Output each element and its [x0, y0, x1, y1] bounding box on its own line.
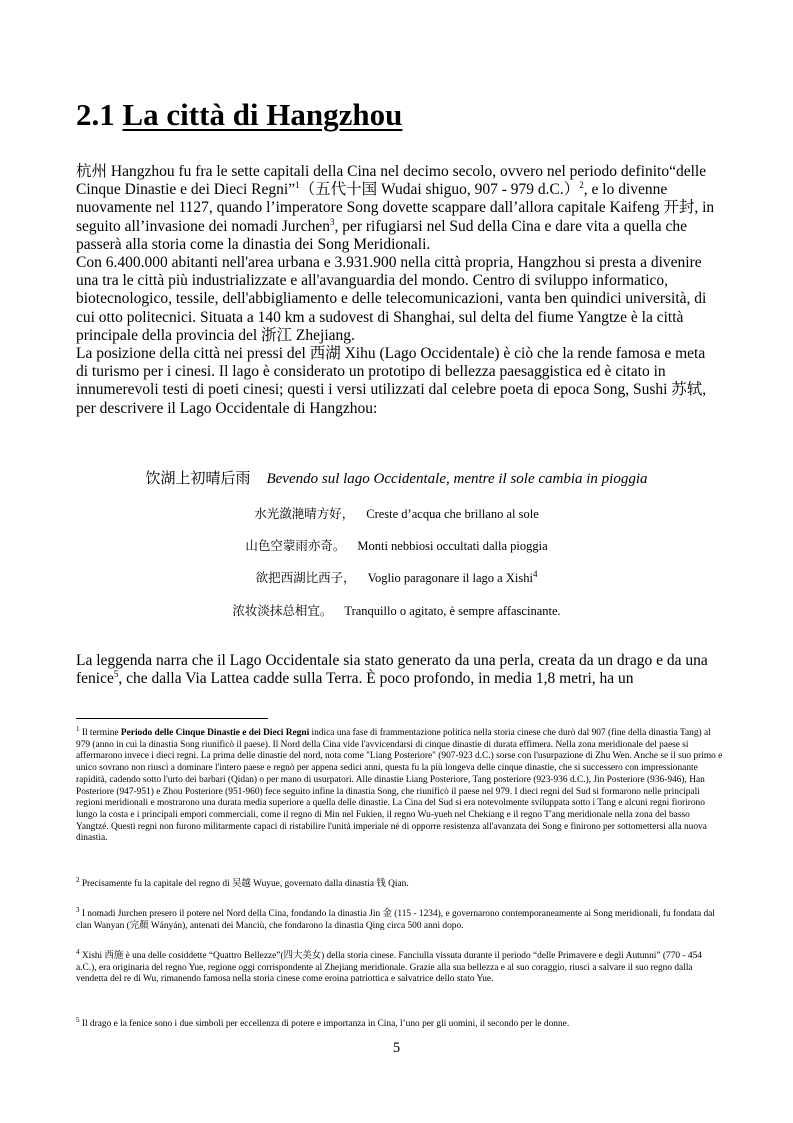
footnote-ref[interactable]: 4: [532, 568, 538, 579]
poem-line-chinese: 欲把西湖比西子，: [255, 571, 356, 585]
text-run: , per rifugiarsi nel Sud della Cina e dare vita a quella che passerà alla storia come la dinastia dei Song Meridionali.: [76, 217, 687, 253]
poem-line: [0, 601, 793, 619]
footnote-2: [76, 875, 724, 891]
footnote-number: 3: [76, 905, 80, 914]
poem-line: [0, 536, 793, 554]
section-number: 2.1: [76, 97, 115, 132]
text-run: 杭州 Hangzhou fu fra le sette capitali della Cina nel decimo secolo, ovvero nel periodo definito“delle Cinque Dinastie e dei Dieci Regni”: [76, 163, 707, 199]
text-run: Il drago e la fenice sono i due simboli per eccellenza di potere e importanza in Cina, l’uno per gli uomini, il secondo per le donne.: [79, 1019, 570, 1029]
poem-title: [0, 467, 793, 488]
poem-title-chinese: 饮湖上初晴后雨: [145, 471, 251, 487]
footnote-4: [76, 947, 724, 986]
text-run: La leggenda narra che il Lago Occidentale sia stato generato da una perla, creata da un drago e da una fenice: [76, 652, 708, 688]
footnote-1: [76, 724, 724, 845]
poem-title-italian: Bevendo sul lago Occidentale, mentre il sole cambia in pioggia: [266, 471, 648, 487]
footnote-separator: [76, 718, 268, 719]
text-run: Il termine: [79, 728, 121, 738]
text-run: Precisamente fu la capitale del regno di 吴越 Wuyue, governato dalla dinastia 钱 Qian.: [79, 879, 409, 889]
footnote-ref[interactable]: 2: [579, 180, 584, 191]
page-number: 5: [392, 1040, 401, 1056]
poem-line-chinese: 水光潋滟晴方好，: [254, 507, 355, 521]
footnote-5: [76, 1015, 724, 1031]
poem-line-italian: Voglio paragonare il lago a Xishi: [367, 571, 533, 585]
footnote-ref[interactable]: 1: [295, 180, 300, 191]
paragraph-population: Con 6.400.000 abitanti nell'area urbana e 3.931.900 nella città propria, Hangzhou si presta a divenire una tra le città più industrializzate e all'avanguardia del mondo. Centro di sviluppo informatico, biotecnologico, tessile, dell'abbigliamento e delle telecomunicazioni, vanta ben quindici università, di cui otto politecnici. Situata a 140 km a sudovest di Shanghai, sul delta del fiume Yangtze è la città principale della provincia del 浙江 Zhejiang.: [76, 254, 707, 344]
poem-line-italian: Tranquillo o agitato, è sempre affascinante.: [344, 604, 561, 618]
poem-line: [0, 568, 793, 586]
poem-line-italian: Monti nebbiosi occultati dalla pioggia: [357, 539, 548, 553]
paragraph-west-lake: La posizione della città nei pressi del 西湖 Xihu (Lago Occidentale) è ciò che la rende famosa e meta di turismo per i cinesi. Il lago è considerato un prototipo di bellezza paesaggistica ed è citato in innumerevoli testi di poeti cinesi; questi i versi utilizzati dal celebre poeta di epoca Song, Sushi 苏轼, per descrivere il Lago Occidentale di Hangzhou:: [76, 345, 707, 417]
footnote-3: [76, 905, 724, 932]
text-run: , che dalla Via Lattea cadde sulla Terra. È poco profondo, in media 1,8 metri, ha un: [118, 670, 634, 688]
text-run: （五代十国 Wudai shiguo, 907 - 979 d.C.）: [299, 181, 580, 199]
paragraph-history: [76, 163, 721, 254]
poem-line: [0, 504, 793, 522]
footnote-number: 5: [76, 1015, 80, 1024]
paragraph-legend: [76, 652, 721, 688]
footnote-term: Periodo delle Cinque Dinastie e dei Dieci Regni: [120, 728, 310, 738]
poem-line-chinese: 山色空蒙雨亦奇。: [245, 539, 346, 553]
footnote-number: 2: [76, 875, 80, 884]
text-run: , e lo divenne nuovamente nel 1127, quando l’imperatore Song dovette scappare dall’allora capitale Kaifeng 开封, in seguito all’invasione dei nomadi Jurchen: [76, 181, 715, 235]
poem-line-chinese: 浓妆淡抹总相宜。: [232, 604, 333, 618]
poem-line-italian: Creste d’acqua che brillano al sole: [366, 507, 539, 521]
text-run: indica una fase di frammentazione politica nella storia cinese che durò dal 907 (fine della dinastia Tang) al 979 (anno in cui la dinastia Song riunificò il paese). Il Nord della Cina vide l'avvicendarsi di cinque dinastie di durata effimera. Nella zona meridionale del paese si affermarono invece i dieci regni. La prima delle dinastie del nord, nota come "Liang Posteriore" (907-923 d.C.) sorse con l'usurpazione di Zhu Wen. Anche se il suo primo e unico sovrano non riuscì a dominare l'intero paese e regnò per appena sedici anni, questa fu la più longeva delle cinque dinastie, che si successero con impressionante rapidità, cadendo sotto l'urto dei barbari (Qidan) o per mano di usurpatori. Alle dinastie Liang Posteriore, Tang posteriore (923-936 d.C.), Jin Posteriore (936-946), Han Posteriore (947-951) e Zhou Posteriore (951-960) fece seguito infine la dinastia Song, che riunificò il paese nel 979. I dieci regni del Sud si formarono nelle principali regioni meridionali e mostrarono una durata media superiore a quella delle dinastie. La Cina del Sud si era notevolmente sviluppata sotto i Tang e alcuni regni fiorirono lungo la costa e i principali empori commerciali, come il regno di Min nel Fukien, il regno Wu-yueh nel Chekiang e il regno T'ang meridionale nella zona del basso Yangtzé. Questi regni non furono militarmente capaci di ristabilire l'unità imperiale né di opporre resistenza all'avanzata dei Song e finirono per sottomettersi alla nuova dinastia.: [76, 728, 723, 844]
text-run: I nomadi Jurchen presero il potere nel Nord della Cina, fondando la dinastia Jin 金 (115 - 1234), e governarono contemporaneamente ai Song meridionali, fu fondata dal clan Wanyan (完顏 Wányán), antenati dei Manciù, che fondarono la dinastia Qing circa 500 anni dopo.: [76, 909, 715, 931]
section-title: La città di Hangzhou: [122, 97, 403, 132]
footnote-number: 4: [76, 947, 80, 956]
footnote-ref[interactable]: 3: [329, 216, 335, 227]
section-heading: [76, 97, 402, 133]
intro-paragraphs: [76, 163, 721, 418]
footnote-ref[interactable]: 5: [113, 669, 119, 680]
footnote-number: 1: [76, 724, 80, 733]
text-run: Xishi 西施 è una delle cosiddette “Quattro Bellezze”(四大美女) della storia cinese. Fanciulla vissuta durante il periodo “delle Primavere e degli Autunni” (770 - 454 a.C.), era originaria del regno Yue, regione oggi corrispondente al Zhejiang meridionale. Grazie alla sua bellezza e al suo coraggio, riuscì a salvare il suo regno dalla vendetta del re di Wu, rimanendo famosa nella storia cinese come eroina patriottica e salvatrice dello stato Yue.: [76, 951, 702, 985]
